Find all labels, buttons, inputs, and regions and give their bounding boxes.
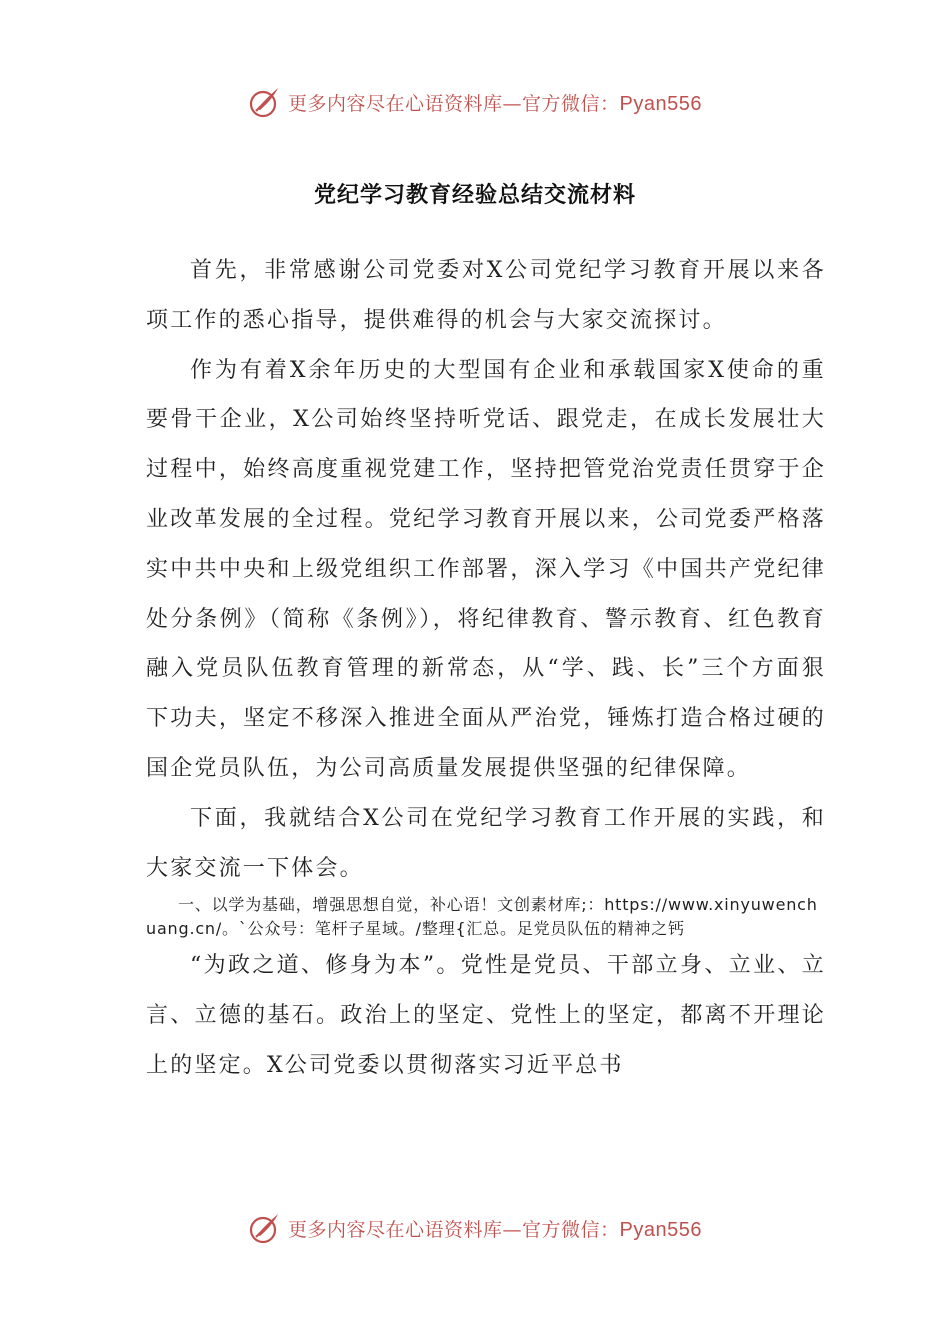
paragraph-4: “为政之道、修身为本”。党性是党员、干部立身、立业、立言、立德的基石。政治上的坚定、党性上的坚定，都离不开理论上的坚定。X公司党委以贯彻落实习近平总书 bbox=[146, 953, 826, 1078]
paragraph-1: 首先，非常感谢公司党委对X公司党纪学习教育开展以来各项工作的悉心指导，提供难得的机会与大家交流探讨。 bbox=[146, 258, 826, 333]
banner-text bbox=[288, 89, 702, 116]
banner-text bbox=[288, 1215, 702, 1242]
document-title: 党纪学习教育经验总结交流材料 bbox=[313, 183, 636, 208]
quill-pen-logo-icon bbox=[248, 1211, 282, 1245]
banner-wechat-id: Pyan556 bbox=[619, 1218, 702, 1241]
section-heading: 一、以学为基础，增强思想自觉，补心语！文创素材库;：https://www.xinyuwenchuang.cn/。`公众号：笔杆子星域。/整理{汇总。足党员队伍的精神之钙 bbox=[146, 895, 818, 939]
banner-label: 更多内容尽在心语资料库—官方微信： bbox=[288, 1218, 620, 1241]
banner-label: 更多内容尽在心语资料库—官方微信： bbox=[288, 92, 620, 115]
header-banner bbox=[0, 82, 950, 122]
footer-banner bbox=[0, 1208, 950, 1248]
banner-wechat-id: Pyan556 bbox=[619, 92, 702, 115]
paragraph-3: 下面，我就结合X公司在党纪学习教育工作开展的实践，和大家交流一下体会。 bbox=[146, 805, 826, 881]
paragraph-2: 作为有着X余年历史的大型国有企业和承载国家X使命的重要骨干企业，X公司始终坚持听党话、跟党走，在成长发展壮大过程中，始终高度重视党建工作，坚持把管党治党责任贯穿于企业改革发展的全过程。党纪学习教育开展以来，公司党委严格落实中共中央和上级党组织工作部署，深入学习《中国共产党纪律处分条例》（简称《条例》），将纪律教育、警示教育、红色教育融入党员队伍教育管理的新常态，从“学、践、长”三个方面狠下功夫，坚定不移深入推进全面从严治党，锤炼打造合格过硬的国企党员队伍，为公司高质量发展提供坚强的纪律保障。 bbox=[146, 357, 826, 781]
document-body bbox=[146, 246, 826, 1091]
quill-pen-logo-icon bbox=[248, 85, 282, 119]
